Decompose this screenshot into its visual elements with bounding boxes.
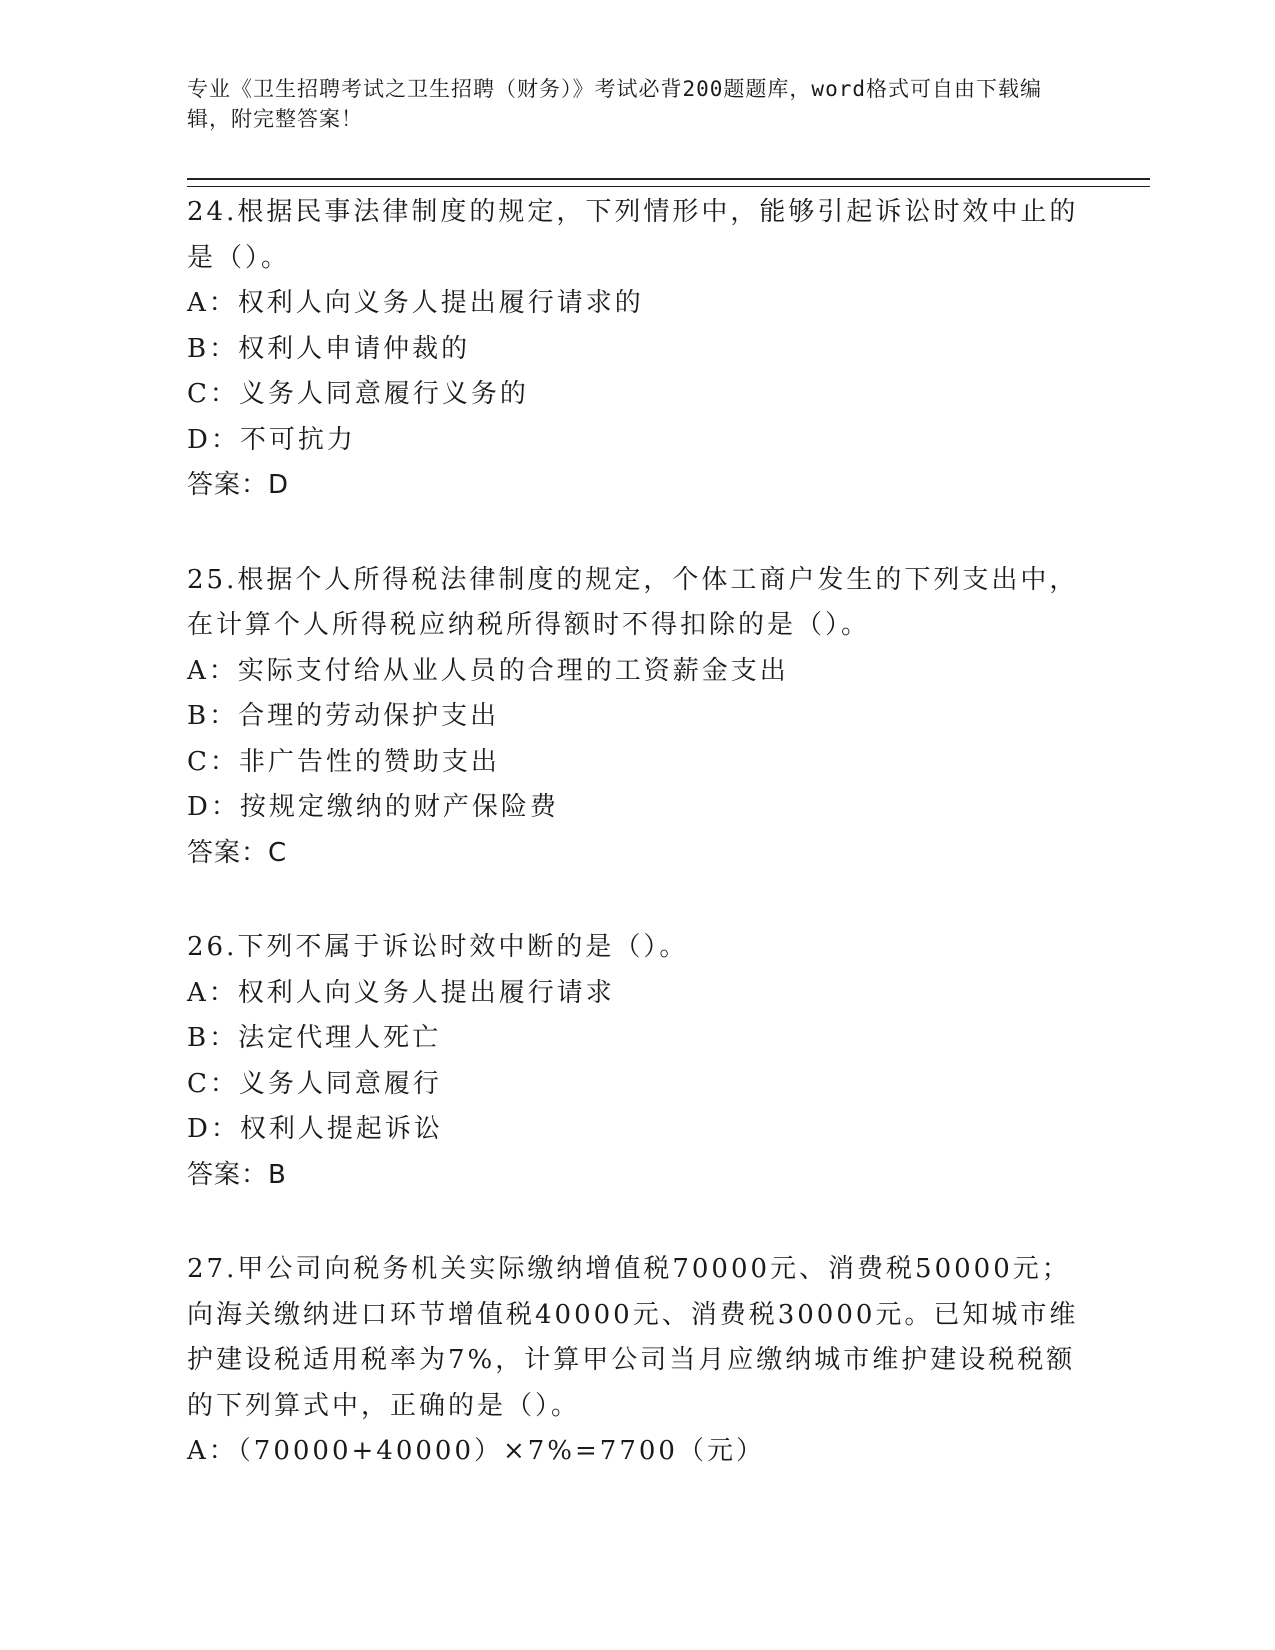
option-c: C：义务人同意履行义务的 xyxy=(187,379,529,409)
question-stem: 27.甲公司向税务机关实际缴纳增值税70000元、消费税50000元；向海关缴纳进口环节增值税40000元、消费税30000元。已知城市维护建设税适用税率为7%，计算甲公司当月应缴纳城市维护建设税税额的下列算式中，正确的是（）。 xyxy=(187,1254,1079,1421)
option-b: B：法定代理人死亡 xyxy=(187,1023,442,1053)
option-d: D：权利人提起诉讼 xyxy=(187,1114,443,1144)
question-27 xyxy=(187,1247,1087,1475)
answer: 答案：B xyxy=(187,1159,287,1190)
page-header xyxy=(187,74,1067,134)
question-26 xyxy=(187,925,1087,1198)
header-divider xyxy=(187,178,1150,187)
header-text: 专业《卫生招聘考试之卫生招聘（财务）》考试必背200题题库，word格式可自由下载编辑，附完整答案！ xyxy=(187,77,1042,131)
question-stem: 24.根据民事法律制度的规定，下列情形中，能够引起诉讼时效中止的是（）。 xyxy=(187,197,1079,273)
option-a: A：（70000+40000）×7%=7700（元） xyxy=(187,1436,765,1466)
question-24 xyxy=(187,190,1087,509)
question-stem: 25.根据个人所得税法律制度的规定，个体工商户发生的下列支出中，在计算个人所得税应纳税所得额时不得扣除的是（）。 xyxy=(187,564,1079,640)
option-c: C：义务人同意履行 xyxy=(187,1068,442,1099)
question-25 xyxy=(187,558,1087,877)
option-c: C：非广告性的赞助支出 xyxy=(187,746,500,777)
option-b: B：权利人申请仲裁的 xyxy=(187,333,471,364)
option-a: A：权利人向义务人提出履行请求的 xyxy=(187,288,644,318)
question-stem: 26.下列不属于诉讼时效中断的是（）。 xyxy=(187,932,689,962)
option-d: D：不可抗力 xyxy=(187,424,356,455)
question-list xyxy=(187,190,1087,1524)
answer: 答案：C xyxy=(187,837,288,868)
option-b: B：合理的劳动保护支出 xyxy=(187,701,500,731)
answer: 答案：D xyxy=(187,470,290,500)
option-a: A：实际支付给从业人员的合理的工资薪金支出 xyxy=(187,655,789,686)
option-d: D：按规定缴纳的财产保险费 xyxy=(187,792,559,822)
option-a: A：权利人向义务人提出履行请求 xyxy=(187,977,615,1008)
